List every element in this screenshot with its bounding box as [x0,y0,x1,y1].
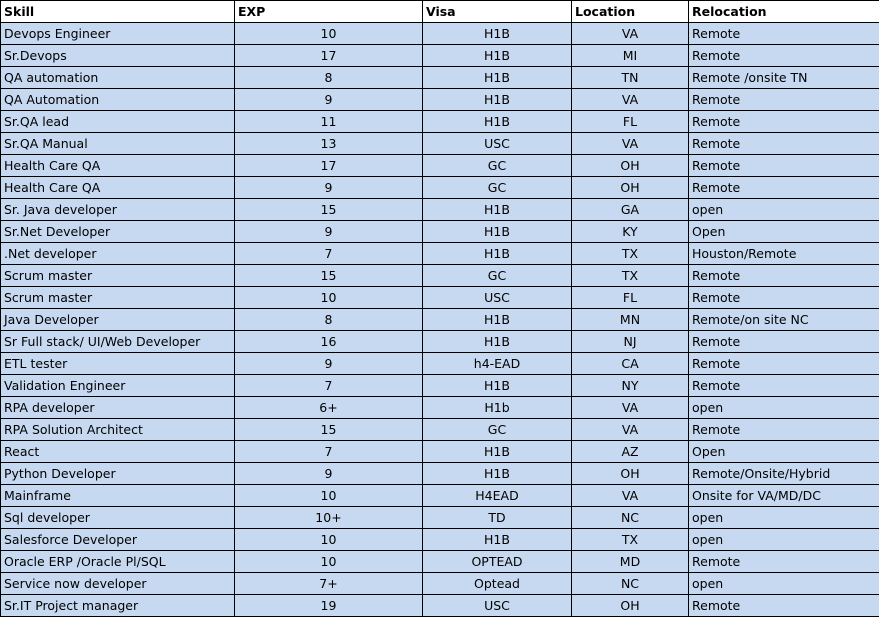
cell-skill: Salesforce Developer [1,529,235,551]
table-row [1,551,879,573]
cell-relocation: Remote [689,45,879,67]
cell-exp: 9 [235,221,423,243]
cell-exp: 10 [235,485,423,507]
cell-relocation: Remote [689,23,879,45]
cell-location: NC [572,573,689,595]
cell-location: VA [572,397,689,419]
table-row [1,45,879,67]
cell-relocation: Remote [689,331,879,353]
cell-relocation: Remote [689,155,879,177]
cell-skill: Sr.Net Developer [1,221,235,243]
cell-visa: H1B [423,89,572,111]
table-row [1,155,879,177]
cell-visa: TD [423,507,572,529]
cell-visa: H1B [423,529,572,551]
cell-exp: 8 [235,67,423,89]
table-row [1,507,879,529]
table-row [1,23,879,45]
cell-location: VA [572,89,689,111]
cell-skill: Sr. Java developer [1,199,235,221]
cell-relocation: open [689,199,879,221]
table-row [1,375,879,397]
cell-relocation: Houston/Remote [689,243,879,265]
cell-location: MN [572,309,689,331]
cell-location: OH [572,177,689,199]
cell-relocation: Remote [689,551,879,573]
cell-skill: Mainframe [1,485,235,507]
cell-location: KY [572,221,689,243]
header-skill: Skill [1,1,235,23]
header-visa: Visa [423,1,572,23]
cell-relocation: Remote [689,595,879,617]
cell-location: TX [572,265,689,287]
cell-location: NY [572,375,689,397]
cell-visa: Optead [423,573,572,595]
cell-location: FL [572,287,689,309]
cell-skill: RPA developer [1,397,235,419]
header-location: Location [572,1,689,23]
cell-visa: GC [423,419,572,441]
cell-skill: Sr Full stack/ UI/Web Developer [1,331,235,353]
cell-exp: 10 [235,287,423,309]
header-exp: EXP [235,1,423,23]
table-row [1,419,879,441]
cell-skill: React [1,441,235,463]
cell-relocation: Remote [689,177,879,199]
cell-visa: H1B [423,309,572,331]
cell-relocation: Remote/on site NC [689,309,879,331]
cell-relocation: Remote [689,265,879,287]
cell-exp: 13 [235,133,423,155]
cell-skill: Java Developer [1,309,235,331]
table-row [1,485,879,507]
cell-visa: GC [423,155,572,177]
table-body [1,23,879,617]
cell-relocation: open [689,529,879,551]
cell-exp: 16 [235,331,423,353]
cell-visa: USC [423,595,572,617]
cell-skill: Health Care QA [1,177,235,199]
cell-visa: H1B [423,199,572,221]
cell-visa: H1B [423,67,572,89]
table-row [1,331,879,353]
table-row [1,221,879,243]
table-row [1,177,879,199]
cell-relocation: Onsite for VA/MD/DC [689,485,879,507]
table-row [1,573,879,595]
table-row [1,441,879,463]
cell-exp: 15 [235,265,423,287]
cell-location: NJ [572,331,689,353]
cell-exp: 15 [235,199,423,221]
cell-location: VA [572,485,689,507]
cell-relocation: Open [689,221,879,243]
cell-visa: H1b [423,397,572,419]
cell-exp: 6+ [235,397,423,419]
cell-exp: 7 [235,243,423,265]
cell-skill: Scrum master [1,287,235,309]
cell-location: VA [572,419,689,441]
cell-exp: 10 [235,23,423,45]
cell-exp: 10+ [235,507,423,529]
cell-location: MI [572,45,689,67]
cell-skill: Service now developer [1,573,235,595]
cell-exp: 10 [235,529,423,551]
cell-location: NC [572,507,689,529]
cell-relocation: open [689,507,879,529]
cell-skill: Health Care QA [1,155,235,177]
cell-skill: Oracle ERP /Oracle Pl/SQL [1,551,235,573]
cell-skill: Sql developer [1,507,235,529]
cell-skill: Scrum master [1,265,235,287]
table-row [1,595,879,617]
cell-relocation: open [689,397,879,419]
cell-skill: Sr.Devops [1,45,235,67]
header-row [1,1,879,23]
cell-visa: USC [423,287,572,309]
cell-visa: OPTEAD [423,551,572,573]
cell-exp: 10 [235,551,423,573]
cell-exp: 11 [235,111,423,133]
table-row [1,67,879,89]
cell-location: OH [572,463,689,485]
cell-exp: 7+ [235,573,423,595]
table-row [1,397,879,419]
cell-relocation: Remote [689,419,879,441]
table-row [1,111,879,133]
cell-visa: H1B [423,441,572,463]
cell-exp: 9 [235,353,423,375]
table-row [1,353,879,375]
cell-visa: h4-EAD [423,353,572,375]
cell-exp: 15 [235,419,423,441]
table-row [1,287,879,309]
cell-location: CA [572,353,689,375]
cell-relocation: Remote [689,287,879,309]
cell-relocation: Remote /onsite TN [689,67,879,89]
cell-exp: 19 [235,595,423,617]
cell-exp: 17 [235,45,423,67]
cell-skill: Sr.QA lead [1,111,235,133]
header-relocation: Relocation [689,1,879,23]
cell-skill: QA Automation [1,89,235,111]
cell-visa: USC [423,133,572,155]
cell-skill: Devops Engineer [1,23,235,45]
cell-visa: H1B [423,221,572,243]
cell-relocation: Remote/Onsite/Hybrid [689,463,879,485]
cell-exp: 8 [235,309,423,331]
cell-exp: 9 [235,463,423,485]
cell-location: TN [572,67,689,89]
cell-location: TX [572,243,689,265]
cell-location: TX [572,529,689,551]
cell-location: FL [572,111,689,133]
cell-relocation: Remote [689,111,879,133]
cell-exp: 9 [235,177,423,199]
cell-skill: ETL tester [1,353,235,375]
table-row [1,265,879,287]
table-row [1,529,879,551]
cell-skill: Sr.IT Project manager [1,595,235,617]
cell-location: AZ [572,441,689,463]
cell-exp: 7 [235,441,423,463]
cell-exp: 17 [235,155,423,177]
cell-skill: Sr.QA Manual [1,133,235,155]
table-row [1,309,879,331]
table-row [1,199,879,221]
cell-exp: 7 [235,375,423,397]
cell-visa: H1B [423,111,572,133]
cell-location: MD [572,551,689,573]
cell-visa: H1B [423,375,572,397]
cell-location: GA [572,199,689,221]
cell-skill: RPA Solution Architect [1,419,235,441]
cell-relocation: Remote [689,89,879,111]
cell-relocation: Open [689,441,879,463]
cell-visa: GC [423,265,572,287]
table-row [1,243,879,265]
cell-visa: H1B [423,243,572,265]
table-row [1,463,879,485]
cell-visa: H1B [423,23,572,45]
cell-exp: 9 [235,89,423,111]
cell-relocation: Remote [689,353,879,375]
cell-relocation: Remote [689,133,879,155]
cell-location: VA [572,133,689,155]
cell-relocation: Remote [689,375,879,397]
cell-skill: Python Developer [1,463,235,485]
table-row [1,133,879,155]
cell-visa: H1B [423,463,572,485]
cell-visa: H4EAD [423,485,572,507]
cell-location: VA [572,23,689,45]
cell-skill: Validation Engineer [1,375,235,397]
cell-location: OH [572,155,689,177]
cell-skill: QA automation [1,67,235,89]
cell-location: OH [572,595,689,617]
cell-visa: H1B [423,331,572,353]
cell-visa: H1B [423,45,572,67]
cell-visa: GC [423,177,572,199]
cell-relocation: open [689,573,879,595]
cell-skill: .Net developer [1,243,235,265]
table-row [1,89,879,111]
